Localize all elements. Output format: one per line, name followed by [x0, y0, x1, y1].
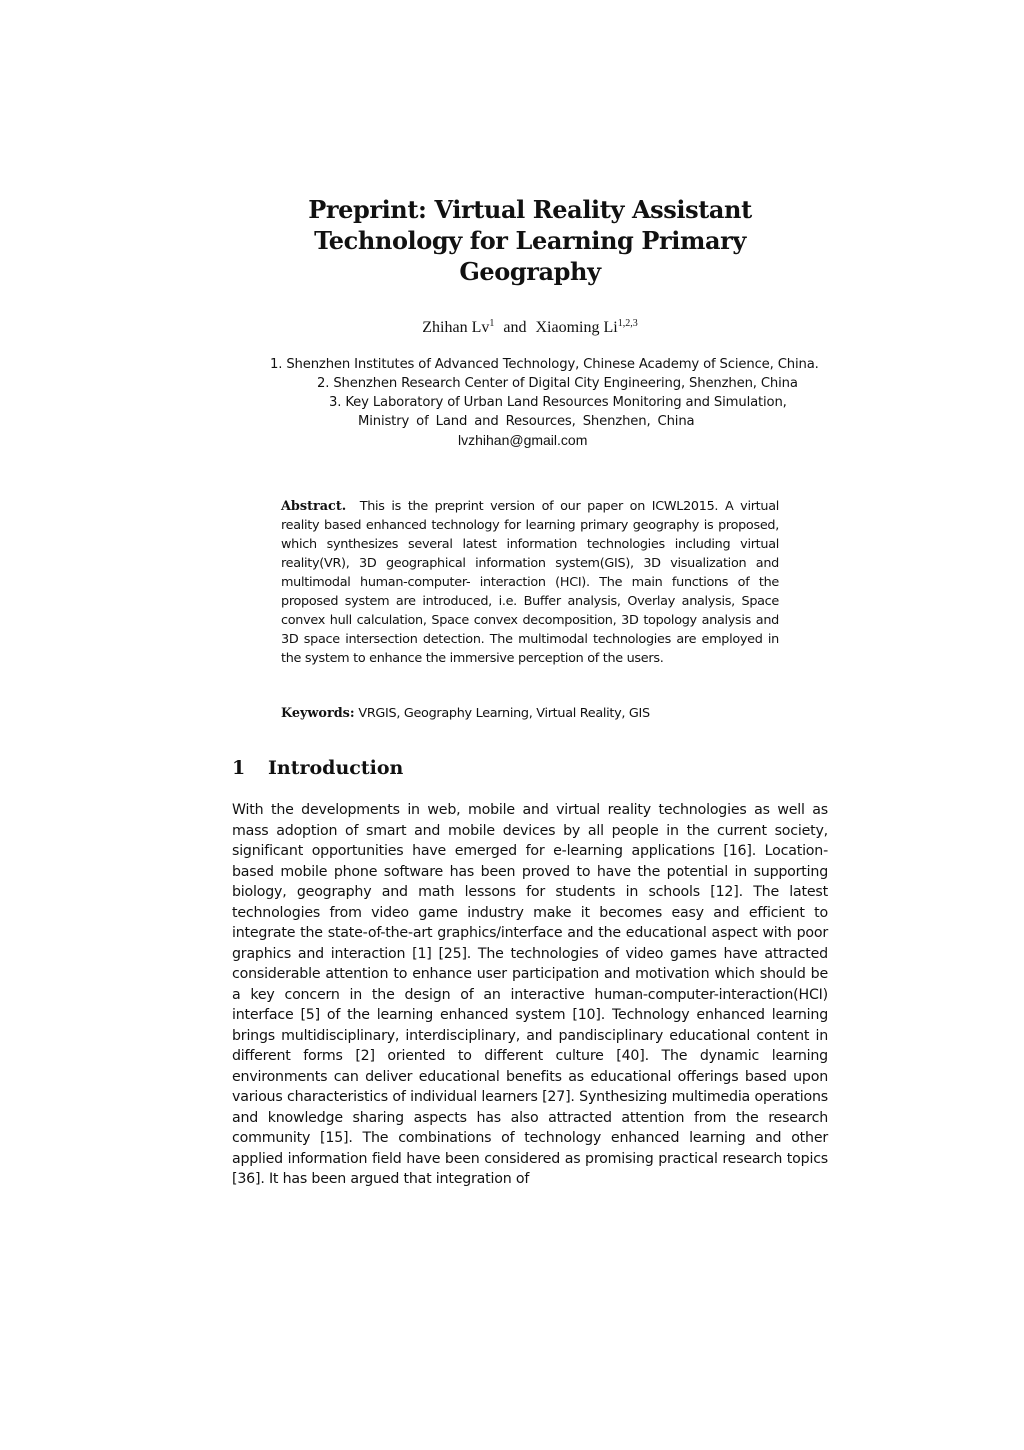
abstract [281, 497, 779, 668]
section-number: 1 [232, 757, 246, 779]
contact-email: lvzhihan@gmail.com [458, 432, 588, 448]
author-name: Xiaoming Li [535, 319, 618, 336]
keywords [281, 704, 779, 723]
title-line: Geography [459, 257, 601, 286]
affiliation-line: Ministry of Land and Resources, Shenzhen, China [358, 414, 695, 429]
affiliation-line: 3. Key Laboratory of Urban Land Resources Monitoring and Simulation, [329, 395, 787, 410]
section-title: Introduction [268, 757, 404, 779]
author-line [230, 318, 830, 338]
keywords-label: Keywords: [281, 706, 355, 721]
abstract-text: This is the preprint version of our paper on ICWL2015. A virtual reality based enhanced technology for learning primary geography is proposed, which synthesizes several latest information technologies including virtual reality(VR), 3D geographical information system(GIS), 3D visualization and multimodal human-computer- interaction (HCI). The main functions of the proposed system are introduced, i.e. Buffer analysis, Overlay analysis, Space convex hull calculation, Space convex decomposition, 3D topology analysis and 3D space intersection detection. The multimodal technologies are employed in the system to enhance the immersive perception of the users. [281, 499, 779, 666]
title-line: Preprint: Virtual Reality Assistant [308, 195, 752, 224]
affiliation-line: 1. Shenzhen Institutes of Advanced Technology, Chinese Academy of Science, China. [270, 357, 819, 372]
section-heading [232, 756, 403, 780]
affiliation-line: 2. Shenzhen Research Center of Digital City Engineering, Shenzhen, China [317, 376, 798, 391]
title-line: Technology for Learning Primary [314, 226, 746, 255]
paper-title [230, 194, 830, 287]
author-connector: and [503, 319, 527, 336]
author-affiliation-mark: 1 [489, 318, 495, 329]
abstract-label: Abstract. [281, 499, 347, 514]
author-name: Zhihan Lv [422, 319, 490, 336]
author-affiliation-mark: 1,2,3 [617, 318, 638, 329]
body-paragraph: With the developments in web, mobile and virtual reality technologies as well as mass adoption of smart and mobile devices by all people in the current society, significant opportunities have emerged for e-learning applications [16]. Location-based mobile phone software has been proved to have the potential in supporting biology, geography and math lessons for students in schools [12]. The latest technologies from video game industry make it becomes easy and efficient to integrate the state-of-the-art graphics/interface and the educational aspect with poor graphics and interaction [1] [25]. The technologies of video games have attracted considerable attention to enhance user participation and motivation which should be a key concern in the design of an interactive human-computer-interaction(HCI) interface [5] of the learning enhanced system [10]. Technology enhanced learning brings multidisciplinary, interdisciplinary, and pandisciplinary educational content in different forms [2] oriented to different culture [40]. The dynamic learning environments can deliver educational benefits as educational offerings based upon various characteristics of individual learners [27]. Synthesizing multimedia operations and knowledge sharing aspects has also attracted attention from the research community [15]. The combinations of technology enhanced learning and other applied information field have been considered as promising practical research topics [36]. It has been argued that integration of [232, 802, 828, 1187]
keywords-text: VRGIS, Geography Learning, Virtual Reality, GIS [358, 706, 650, 721]
